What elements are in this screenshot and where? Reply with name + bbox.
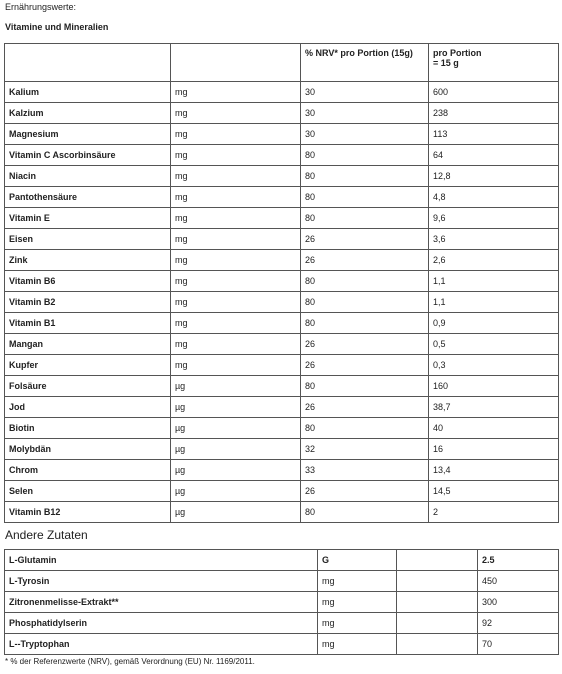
table-header-row bbox=[5, 44, 559, 82]
empty-cell bbox=[397, 592, 478, 613]
amount: 40 bbox=[429, 418, 559, 439]
nutrient-name: Mangan bbox=[5, 334, 171, 355]
unit: µg bbox=[171, 502, 301, 523]
nutrient-name: Pantothensäure bbox=[5, 187, 171, 208]
nrv-percent: 80 bbox=[301, 208, 429, 229]
table-row bbox=[5, 313, 559, 334]
unit: µg bbox=[171, 481, 301, 502]
unit: mg bbox=[171, 250, 301, 271]
amount: 0,9 bbox=[429, 313, 559, 334]
unit: mg bbox=[171, 271, 301, 292]
unit: mg bbox=[171, 208, 301, 229]
nrv-percent: 26 bbox=[301, 397, 429, 418]
empty-cell bbox=[397, 550, 478, 571]
unit: mg bbox=[318, 571, 397, 592]
nrv-percent: 26 bbox=[301, 229, 429, 250]
amount: 2,6 bbox=[429, 250, 559, 271]
nrv-percent: 80 bbox=[301, 145, 429, 166]
nutrient-name: Selen bbox=[5, 481, 171, 502]
unit: mg bbox=[171, 82, 301, 103]
nrv-percent: 80 bbox=[301, 271, 429, 292]
amount: 238 bbox=[429, 103, 559, 124]
table-row bbox=[5, 592, 559, 613]
table-row bbox=[5, 418, 559, 439]
nutrient-name: Kalium bbox=[5, 82, 171, 103]
amount: 64 bbox=[429, 145, 559, 166]
unit: µg bbox=[171, 439, 301, 460]
unit: µg bbox=[171, 397, 301, 418]
table-row bbox=[5, 208, 559, 229]
footnote: * % der Referenzwerte (NRV), gemäß Verordnung (EU) Nr. 1169/2011. bbox=[5, 657, 255, 666]
table-row bbox=[5, 376, 559, 397]
table-row bbox=[5, 613, 559, 634]
header-cell: % NRV* pro Portion (15g) bbox=[301, 44, 429, 82]
header-cell bbox=[5, 44, 171, 82]
amount: 1,1 bbox=[429, 292, 559, 313]
unit: mg bbox=[171, 103, 301, 124]
nrv-percent: 80 bbox=[301, 313, 429, 334]
nrv-percent: 32 bbox=[301, 439, 429, 460]
amount: 14,5 bbox=[429, 481, 559, 502]
unit: mg bbox=[171, 355, 301, 376]
table-row bbox=[5, 145, 559, 166]
table-row bbox=[5, 292, 559, 313]
amount: 160 bbox=[429, 376, 559, 397]
amount: 38,7 bbox=[429, 397, 559, 418]
unit: mg bbox=[171, 334, 301, 355]
section-title-vitamins: Vitamine und Mineralien bbox=[5, 22, 109, 32]
nrv-percent: 33 bbox=[301, 460, 429, 481]
amount: 450 bbox=[478, 571, 559, 592]
amount: 2.5 bbox=[478, 550, 559, 571]
vitamins-table bbox=[4, 43, 559, 523]
table-row bbox=[5, 103, 559, 124]
amount: 16 bbox=[429, 439, 559, 460]
table-row bbox=[5, 634, 559, 655]
table-row bbox=[5, 502, 559, 523]
nutrient-name: Niacin bbox=[5, 166, 171, 187]
nutrient-name: Vitamin B1 bbox=[5, 313, 171, 334]
nutrient-name: Kupfer bbox=[5, 355, 171, 376]
nrv-percent: 26 bbox=[301, 481, 429, 502]
nutrient-name: Biotin bbox=[5, 418, 171, 439]
ingredient-name: Phosphatidylserin bbox=[5, 613, 318, 634]
unit: mg bbox=[171, 124, 301, 145]
amount: 4,8 bbox=[429, 187, 559, 208]
unit: mg bbox=[171, 313, 301, 334]
nrv-percent: 80 bbox=[301, 418, 429, 439]
nrv-percent: 80 bbox=[301, 292, 429, 313]
nutrient-name: Eisen bbox=[5, 229, 171, 250]
amount: 3,6 bbox=[429, 229, 559, 250]
nrv-percent: 26 bbox=[301, 250, 429, 271]
ingredient-name: L-Glutamin bbox=[5, 550, 318, 571]
unit: mg bbox=[171, 166, 301, 187]
amount: 9,6 bbox=[429, 208, 559, 229]
table-row bbox=[5, 397, 559, 418]
empty-cell bbox=[397, 634, 478, 655]
amount: 70 bbox=[478, 634, 559, 655]
unit: mg bbox=[318, 634, 397, 655]
amount: 13,4 bbox=[429, 460, 559, 481]
nutrient-name: Vitamin E bbox=[5, 208, 171, 229]
table-row bbox=[5, 124, 559, 145]
nutrient-name: Magnesium bbox=[5, 124, 171, 145]
amount: 1,1 bbox=[429, 271, 559, 292]
table-row bbox=[5, 571, 559, 592]
unit: µg bbox=[171, 460, 301, 481]
nrv-percent: 80 bbox=[301, 187, 429, 208]
nrv-percent: 26 bbox=[301, 334, 429, 355]
table-row bbox=[5, 481, 559, 502]
amount: 2 bbox=[429, 502, 559, 523]
nutrient-name: Vitamin B2 bbox=[5, 292, 171, 313]
table-row bbox=[5, 229, 559, 250]
unit: mg bbox=[171, 145, 301, 166]
unit: G bbox=[318, 550, 397, 571]
amount: 12,8 bbox=[429, 166, 559, 187]
amount: 300 bbox=[478, 592, 559, 613]
table-row bbox=[5, 550, 559, 571]
nutrient-name: Vitamin B6 bbox=[5, 271, 171, 292]
amount: 600 bbox=[429, 82, 559, 103]
nrv-percent: 80 bbox=[301, 166, 429, 187]
amount: 113 bbox=[429, 124, 559, 145]
nrv-percent: 80 bbox=[301, 376, 429, 397]
other-ingredients-table bbox=[4, 549, 559, 655]
nrv-percent: 26 bbox=[301, 355, 429, 376]
table-row bbox=[5, 460, 559, 481]
unit: mg bbox=[318, 592, 397, 613]
nutrient-name: Vitamin B12 bbox=[5, 502, 171, 523]
header-cell bbox=[171, 44, 301, 82]
table-row bbox=[5, 187, 559, 208]
nutrient-name: Molybdän bbox=[5, 439, 171, 460]
nrv-percent: 30 bbox=[301, 124, 429, 145]
empty-cell bbox=[397, 613, 478, 634]
table-row bbox=[5, 166, 559, 187]
unit: µg bbox=[171, 418, 301, 439]
nutrient-name: Kalzium bbox=[5, 103, 171, 124]
amount: 0,5 bbox=[429, 334, 559, 355]
ingredient-name: Zitronenmelisse-Extrakt** bbox=[5, 592, 318, 613]
unit: mg bbox=[171, 292, 301, 313]
ingredient-name: L-Tyrosin bbox=[5, 571, 318, 592]
page-title: Ernährungswerte: bbox=[5, 2, 77, 12]
empty-cell bbox=[397, 571, 478, 592]
section-title-other: Andere Zutaten bbox=[5, 528, 88, 542]
amount: 92 bbox=[478, 613, 559, 634]
nrv-percent: 30 bbox=[301, 103, 429, 124]
nrv-percent: 30 bbox=[301, 82, 429, 103]
header-cell: pro Portion = 15 g bbox=[429, 44, 559, 82]
unit: mg bbox=[171, 187, 301, 208]
table-row bbox=[5, 439, 559, 460]
nutrient-name: Chrom bbox=[5, 460, 171, 481]
nutrient-name: Folsäure bbox=[5, 376, 171, 397]
nutrient-name: Vitamin C Ascorbinsäure bbox=[5, 145, 171, 166]
unit: µg bbox=[171, 376, 301, 397]
table-row bbox=[5, 82, 559, 103]
table-row bbox=[5, 334, 559, 355]
unit: mg bbox=[171, 229, 301, 250]
nutrient-name: Jod bbox=[5, 397, 171, 418]
amount: 0,3 bbox=[429, 355, 559, 376]
ingredient-name: L--Tryptophan bbox=[5, 634, 318, 655]
unit: mg bbox=[318, 613, 397, 634]
nutrient-name: Zink bbox=[5, 250, 171, 271]
nrv-percent: 80 bbox=[301, 502, 429, 523]
table-row bbox=[5, 271, 559, 292]
table-row bbox=[5, 355, 559, 376]
table-row bbox=[5, 250, 559, 271]
